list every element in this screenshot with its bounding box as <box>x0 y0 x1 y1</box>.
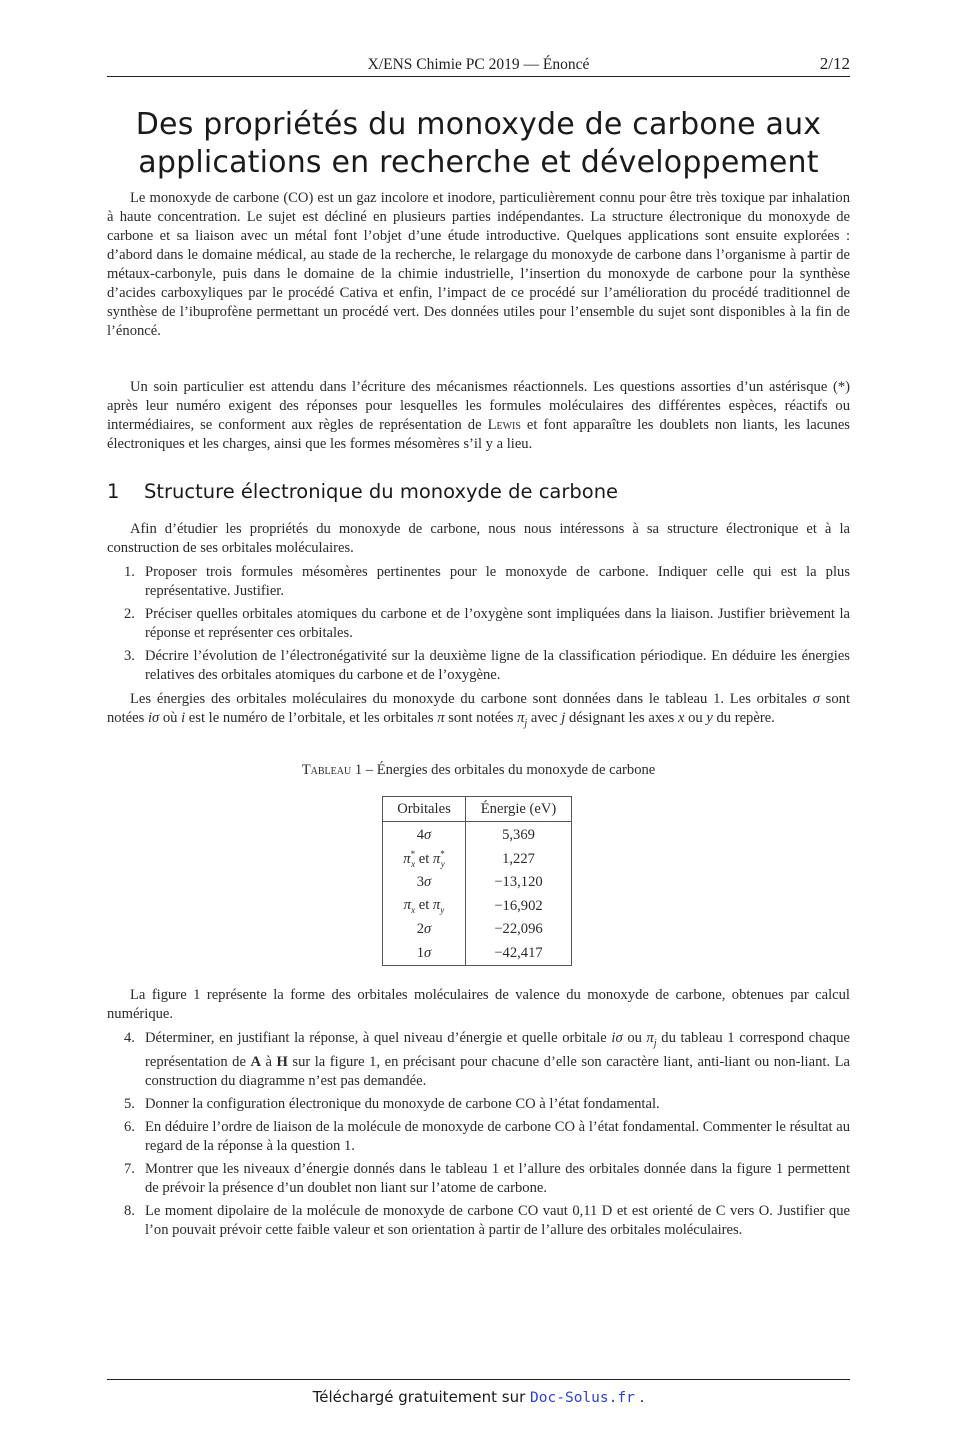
et-word: et <box>418 897 430 914</box>
text-run: du tableau 1 correspond chaque représentation de <box>145 1030 850 1070</box>
label-a: A <box>250 1053 262 1070</box>
et-word: et <box>418 851 430 868</box>
figure-text: La figure 1 représente la forme des orbitales moléculaires de valence du monoxyde de carbone, obtenues par calcul numérique. <box>107 987 850 1022</box>
energy-cell: −22,096 <box>466 918 572 942</box>
question-number: 8. <box>124 1202 135 1219</box>
footer-rule <box>107 1379 850 1380</box>
text-run: est le numéro de l’orbitale, et les orbitales <box>185 710 438 726</box>
question-number: 1. <box>124 564 135 580</box>
text-run: avec <box>527 710 562 726</box>
intro-text-2-part: Un soin particulier est attendu dans l’écriture des mécanismes réactionnels. Les questions assorties d’un astérisque (*) après leur numéro exigent des réponses pour lesquelles les formules moléculaires des différentes espèces, réactifs ou intermédiaires, se conforment aux règles de représentation de <box>107 379 850 433</box>
text-run: du repère. <box>712 710 775 726</box>
footer-text: Téléchargé gratuitement sur <box>312 1388 531 1406</box>
section-heading <box>107 480 618 503</box>
table-row <box>383 918 572 942</box>
lewis-name: Lewis <box>487 417 521 433</box>
orbital-energies-table <box>382 796 572 966</box>
question-item <box>107 647 850 685</box>
intro-text-2-part: et font apparaître les doublets non liants, les lacunes électroniques et les charges, ainsi que les formes mésomères s’il y a lieu. <box>107 417 850 452</box>
section-intro <box>107 520 850 558</box>
intro-text-2 <box>107 378 850 454</box>
y-symbol: y <box>706 710 713 726</box>
sigma-symbol: σ <box>812 691 820 707</box>
question-item <box>107 1095 850 1114</box>
j-symbol: j <box>561 710 566 726</box>
pi-j-symbol: $\pi_j$ <box>517 710 528 729</box>
question-item <box>107 1029 850 1091</box>
text-run: ou <box>684 710 707 726</box>
question-number: 6. <box>124 1118 135 1135</box>
figure-paragraph <box>107 986 850 1024</box>
orbital-cell: $\pi^*_x$ et $\pi^*_y$ <box>383 848 466 872</box>
page-footer <box>107 1388 850 1406</box>
energy-cell: 5,369 <box>466 822 572 848</box>
text-run: à <box>261 1053 277 1070</box>
column-header: Orbitales <box>383 797 466 822</box>
table-row <box>383 942 572 966</box>
caption-text: Énergies des orbitales du monoxyde de carbone <box>376 762 656 778</box>
text-run: où <box>159 710 182 726</box>
question-text: Préciser quelles orbitales atomiques du carbone et de l’oxygène sont impliquées dans la liaison. Justifier brièvement la réponse et représenter ces orbitales. <box>145 606 850 641</box>
question-item <box>107 605 850 643</box>
orbitals-paragraph <box>107 690 850 733</box>
orbital-cell: 3σ <box>383 871 466 895</box>
table-row <box>383 895 572 919</box>
caption-separator: – <box>362 762 377 778</box>
intro-paragraph-1 <box>107 189 850 341</box>
section-title-text: Structure électronique du monoxyde de carbone <box>144 480 619 503</box>
text-run: ou <box>622 1030 647 1046</box>
footer-end: . <box>634 1388 645 1406</box>
question-item <box>107 1202 850 1240</box>
text-run: Déterminer, en justifiant la réponse, à quel niveau d’énergie et quelle orbitale <box>145 1030 612 1046</box>
document-title <box>107 106 850 182</box>
question-text: En déduire l’ordre de liaison de la molécule de monoxyde de carbone CO à l’état fondamental. Commenter le résultat au regard de la réponse à la question 1. <box>145 1118 850 1154</box>
question-number: 3. <box>124 648 135 664</box>
energy-cell: −16,902 <box>466 895 572 919</box>
energy-cell: −42,417 <box>466 942 572 966</box>
text-run: désignant les axes <box>565 710 678 726</box>
header-rule <box>107 76 850 77</box>
table-row <box>383 871 572 895</box>
question-number: 7. <box>124 1160 135 1177</box>
question-text: Montrer que les niveaux d’énergie donnés dans le tableau 1 et l’allure des orbitales donnée dans la figure 1 permettent de prévoir la présence d’un doublet non liant sur l’atome de carbone. <box>145 1160 850 1196</box>
intro-paragraph-2 <box>107 378 850 454</box>
question-text: Donner la configuration électronique du monoxyde de carbone CO à l’état fondamental. <box>145 1095 660 1112</box>
table-caption <box>107 762 850 779</box>
pi-symbol: π <box>437 710 445 726</box>
table-row <box>383 822 572 848</box>
running-title: X/ENS Chimie PC 2019 — Énoncé <box>367 56 590 73</box>
column-header: Énergie (eV) <box>466 797 572 822</box>
title-line-1: Des propriétés du monoxyde de carbone aux <box>135 107 822 142</box>
section-intro-text: Afin d’étudier les propriétés du monoxyde de carbone, nous nous intéressons à sa structure électronique et à la construction de ses orbitales moléculaires. <box>107 521 850 556</box>
question-text: Proposer trois formules mésomères pertinentes pour le monoxyde de carbone. Indiquer celle qui est la plus représentative. Justifier. <box>145 564 850 599</box>
question-text: Le moment dipolaire de la molécule de monoxyde de carbone CO vaut 0,11 D et est orienté de C vers O. Justifier que l’on pouvait prévoir cette faible valeur et son orientation à partir de l’allure des orbitales moléculaires. <box>145 1202 850 1238</box>
question-item <box>107 1160 850 1198</box>
text-run: sont notées <box>107 691 850 726</box>
question-number: 2. <box>124 606 135 622</box>
question-item <box>107 1118 850 1156</box>
label-h: H <box>276 1053 288 1070</box>
orbital-cell: 1σ <box>383 942 466 966</box>
pi-j-symbol: $\pi_j$ <box>646 1030 657 1049</box>
orbital-cell: 4σ <box>383 822 466 848</box>
orbital-cell: 2σ <box>383 918 466 942</box>
document-page <box>107 0 850 1441</box>
orbital-cell: $\pi_x$ et $\pi_y$ <box>383 895 466 919</box>
question-number: 4. <box>124 1030 135 1046</box>
text-run: sur la figure 1, en précisant pour chacune d’elle son caractère liant, anti-liant ou non-liant. La construction du diagramme n’est pas demandée. <box>145 1053 850 1089</box>
running-header <box>107 52 850 78</box>
energy-cell: 1,227 <box>466 848 572 872</box>
energy-cell: −13,120 <box>466 871 572 895</box>
text-run: Les énergies des orbitales moléculaires du monoxyde du carbone sont données dans le tableau 1. Les orbitales <box>130 691 813 707</box>
intro-text-1: Le monoxyde de carbone (CO) est un gaz incolore et inodore, particulièrement connu pour être très toxique par inhalation à haute concentration. Le sujet est décliné en plusieurs parties indépendantes. La structure électronique du monoxyde de carbone et sa liaison avec un métal font l’objet d’une étude introductive. Quelques applications sont ensuite explorées : d’abord dans le domaine médical, au stade de la recherche, le relargage du monoxyde de carbone dans l’organisme à partir de métaux-carbonyle, puis dans le domaine de la chimie industrielle, l’insertion du monoxyde de carbone pour la synthèse d’acides carboxyliques par le procédé Cativa et enfin, l’impact de ce procédé sur l’amélioration du procédé traditionnel de synthèse de l’ibuprofène permettant un procédé vert. Des données utiles pour l’ensemble du sujet sont disponibles à la fin de l’énoncé. <box>107 190 850 339</box>
orbitals-text <box>107 690 850 733</box>
x-symbol: x <box>677 710 685 726</box>
section-number: 1 <box>107 480 120 503</box>
i-sigma-symbol: iσ <box>147 710 160 726</box>
question-number: 5. <box>124 1095 135 1112</box>
text-run: sont notées <box>444 710 518 726</box>
question-text: Décrire l’évolution de l’électronégativité sur la deuxième ligne de la classification périodique. En déduire les énergies relatives des orbitales atomiques du carbone et de l’oxygène. <box>145 648 850 683</box>
i-sigma-symbol: iσ <box>611 1030 623 1046</box>
table-row <box>383 848 572 872</box>
title-line-2: applications en recherche et développement <box>138 145 819 180</box>
footer-link[interactable]: Doc-Solus.fr <box>530 1390 635 1406</box>
questions-list-1 <box>107 563 850 689</box>
page-number: 2/12 <box>819 54 850 73</box>
question-item <box>107 563 850 601</box>
table-header-row <box>383 797 572 822</box>
questions-list-2 <box>107 1029 850 1244</box>
caption-label: Tableau 1 <box>301 762 363 778</box>
i-symbol: i <box>181 710 186 726</box>
